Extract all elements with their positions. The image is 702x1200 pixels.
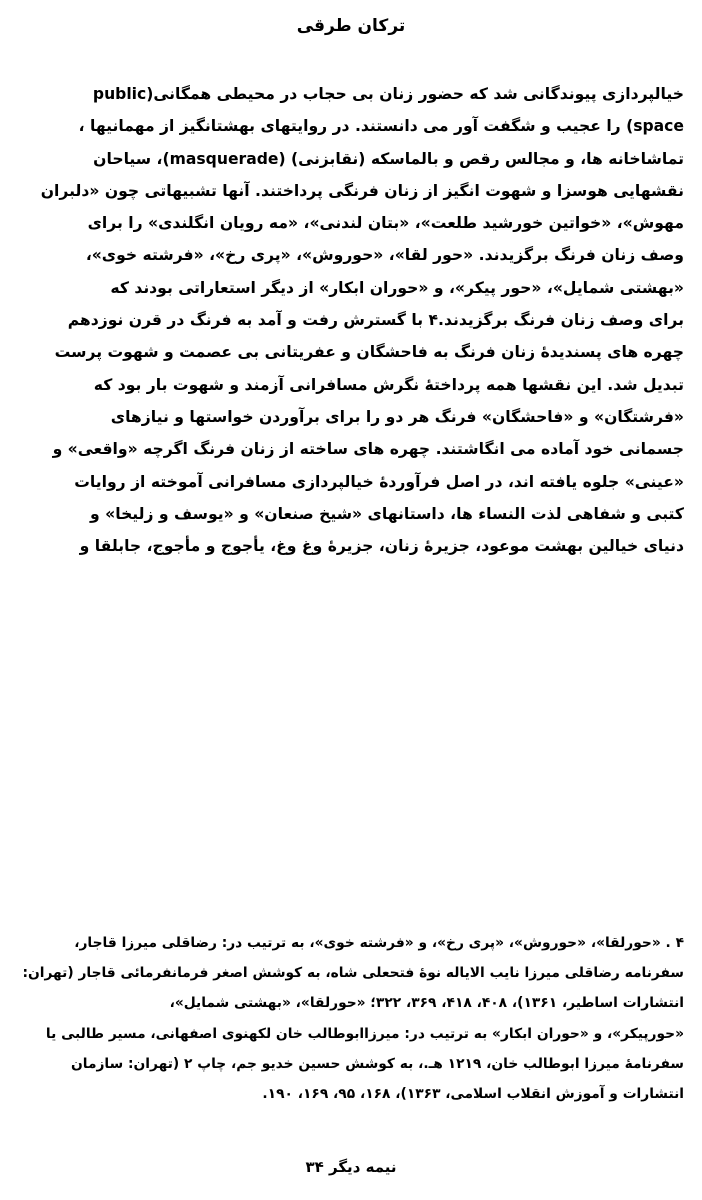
page-footer: نیمه دیگر ۳۴ (305, 1158, 397, 1176)
body-line: space) را عجیب و شگفت آور می دانستند. در روایتهای بهشتانگیز از مهمانیها ، (78, 117, 684, 136)
body-line: دنیای خیالین بهشت موعود، جزیرهٔ زنان، جزیرهٔ وغ وغ، یأجوج و مأجوج، جابلقا و (79, 537, 684, 556)
body-line: «فرشتگان» و «فاحشگان» فرنگ هر دو را برای برآوردن خواستها و نیازهای (110, 407, 684, 426)
footnote-line: سفرنامهٔ میرزا ابوطالب خان، ۱۲۱۹ هـ.، به کوشش حسین خدیو جم، چاپ ۲ (تهران: سازمان (70, 1055, 684, 1072)
body-line: برای وصف زنان فرنگ برگزیدند.۴ با گسترش رفت و آمد به فرنگ در قرن نوزدهم (67, 311, 684, 330)
body-line: چهره های پسندیدهٔ زنان فرنگ به فاحشگان و عفریتانی بی عصمت و شهوت پرست (54, 343, 684, 362)
footnote-line: انتشارات و آموزش انقلاب اسلامی، ۱۳۶۳)، ۱۶۸، ۹۵، ۱۶۹، ۱۹۰. (262, 1085, 684, 1102)
footnote-line: «حورپیکر»، و «حوران ابکار» به ترتیب در: میرزاابوطالب خان لکهنوی اصفهانی، مسیر طالبی یا (45, 1025, 684, 1042)
body-line: تبدیل شد. این نقشها همه پرداختهٔ نگرش مسافرانی آزمند و شهوت بار بود که (93, 375, 684, 394)
body-line: مهوش»، «خواتین خورشید طلعت»، «بتان لندنی»، «مه رویان انگلندی» را برای (87, 214, 684, 233)
body-line: وصف زنان فرنگ برگزیدند. «حور لقا»، «حوروش»، «پری رخ»، «فرشته خوی»، (85, 246, 684, 265)
body-line: تماشاخانه ها، و مجالس رقص و بالماسکه (نقابزنی) (masquerade)، سیاحان (93, 149, 684, 168)
body-paragraph (20, 78, 684, 562)
body-line: نقشهایی هوسزا و شهوت انگیز از زنان فرنگی پرداختند. آنها تشبیهاتی چون «دلبران (40, 181, 684, 200)
body-line: کتبی و شفاهی لذت النساء ها، داستانهای «شیخ صنعان» و «یوسف و زلیخا» و (90, 504, 684, 523)
footnote-line: ۴ . «حورلقا»، «حوروش»، «پری رخ»، و «فرشته خوی»، به ترتیب در: رضاقلی میرزا قاجار، (74, 935, 684, 951)
body-line: «بهشتی شمایل»، «حور پیکر»، و «حوران ابکار» از دیگر استعاراتی بودند که (110, 278, 684, 297)
body-line: جسمانی خود آماده می انگاشتند. چهره های ساخته از زنان فرنگ اگرچه «واقعی» و (52, 440, 684, 459)
page-header-title: ترکان طرقی (296, 16, 406, 36)
footnote-block (18, 928, 684, 1109)
body-line: «عینی» جلوه یافته اند، در اصل فرآوردهٔ خیالپردازی مسافرانی آموخته از روایات (74, 472, 684, 491)
footnote-line: انتشارات اساطیر، ۱۳۶۱)، ۴۰۸، ۴۱۸، ۳۶۹، ۳۲۲؛ «حورلقا»، «بهشتی شمایل»، (169, 995, 684, 1012)
footnote-line: سفرنامه رضاقلی میرزا نایب الایاله نوهٔ فتحعلی شاه، به کوشش اصغر فرمانفرمائی قاجار (تهران: (22, 965, 684, 982)
body-line: خیالپردازی پیوندگانی شد که حضور زنان بی حجاب در محیطی همگانی(public (92, 85, 684, 103)
